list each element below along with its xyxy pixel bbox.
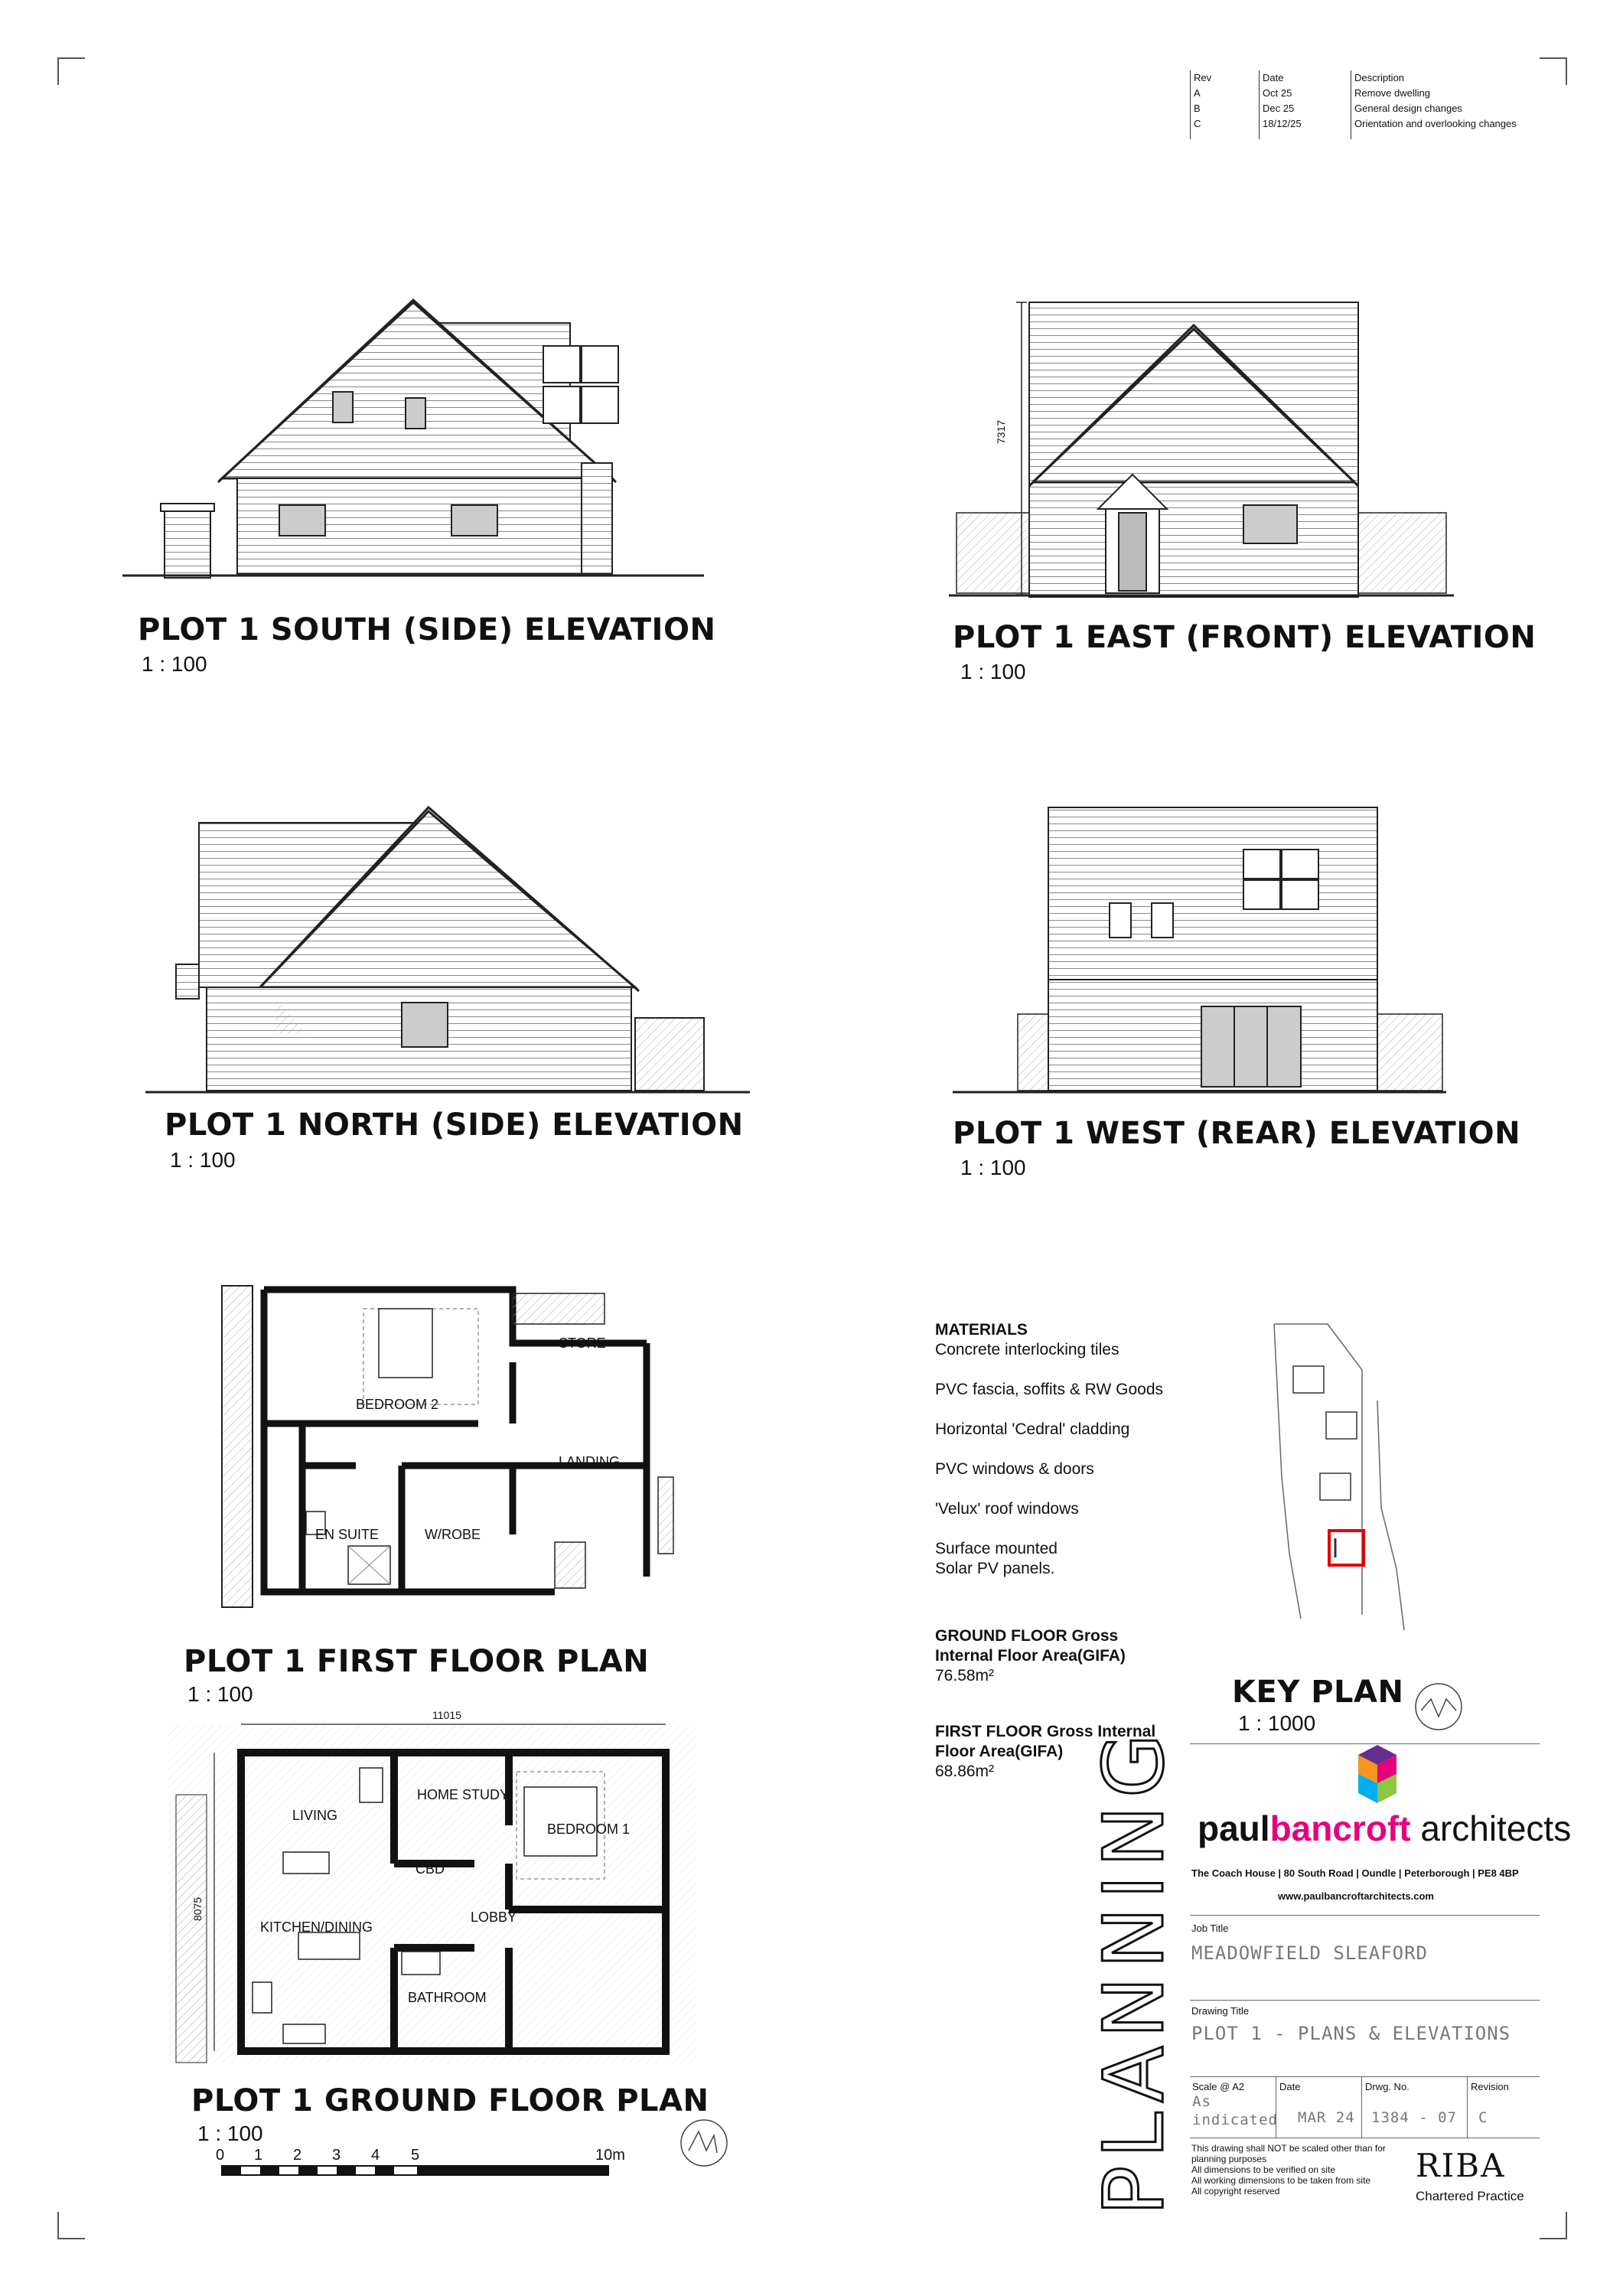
ground-width-dimension: 11015 [432,1709,461,1721]
rev-cell: C [1194,118,1201,129]
east-height-dimension: 7317 [995,419,1007,444]
date-cell: 18/12/25 [1263,118,1302,129]
first-floor-plan-title: PLOT 1 FIRST FLOOR PLAN [184,1644,650,1679]
key-plan-north-arrow-icon [1412,1680,1465,1733]
planning-stamp: PLANNING [1087,1726,1182,2216]
room-label-store: STORE [559,1336,606,1351]
ground-floor-area [935,1626,1165,1686]
firm-address: The Coach House | 80 South Road | Oundle | Peterborough | PE8 4BP [1191,1867,1519,1879]
firm-name [1198,1808,1571,1849]
north-arrow-icon [677,2116,731,2170]
date-column [1259,70,1347,139]
material-item: Surface mounted Solar PV panels. [935,1540,1058,1577]
room-label-landing: LANDING [559,1454,621,1469]
description-column [1351,70,1553,139]
rev-column [1190,70,1255,139]
date-header: Date [1263,72,1284,83]
first-floor-plan-drawing [218,1282,685,1619]
west-elevation-drawing [953,804,1446,1098]
north-elevation-drawing [145,804,758,1098]
material-item: 'Velux' roof windows [935,1500,1079,1518]
key-plan-scale: 1 : 1000 [1238,1711,1316,1735]
drawing-number-cell [1361,2076,1468,2138]
first-area-value: 68.86m² [935,1763,995,1780]
note: This drawing shall NOT be scaled other than for planning purposes [1191,2143,1386,2164]
east-elevation-scale: 1 : 100 [960,660,1026,683]
room-label-living: LIVING [292,1808,338,1823]
material-item: Horizontal 'Cedral' cladding [935,1420,1130,1438]
scale-label: 4 [371,2147,380,2164]
description-header: Description [1354,72,1405,83]
scale-cell-value: As indicated [1192,2093,1278,2128]
room-label-en-suite: EN SUITE [315,1527,380,1542]
description-cell: Orientation and overlooking changes [1354,118,1517,129]
firm-name-part: architects [1410,1808,1572,1848]
first-area-label: FIRST FLOOR Gross Internal Floor Area(GIFA) [935,1723,1156,1760]
east-elevation-drawing [949,295,1454,601]
drawing-notes [1191,2143,1398,2197]
scale-cell-label: Scale @ A2 [1192,2081,1245,2092]
material-item: PVC windows & doors [935,1460,1094,1478]
firm-name-part: bancroft [1269,1808,1411,1848]
firm-logo-icon [1335,1751,1419,1812]
key-plan-title: KEY PLAN [1232,1675,1404,1710]
ground-area-label: GROUND FLOOR Gross Internal Floor Area(GIFA) [935,1627,1126,1665]
room-label-wrobe: W/ROBE [425,1527,481,1542]
title-block-rule [1190,1915,1540,1916]
room-label-bedroom-2: BEDROOM 2 [356,1397,439,1412]
revision-cell [1467,2076,1540,2138]
job-title: MEADOWFIELD SLEAFORD [1191,1942,1428,1964]
room-label-lobby: LOBBY [471,1910,517,1925]
south-elevation-title: PLOT 1 SOUTH (SIDE) ELEVATION [138,612,716,647]
note: All dimensions to be verified on site [1191,2164,1336,2175]
ground-floor-plan-drawing [168,1718,704,2078]
materials-heading: MATERIALS [935,1321,1028,1339]
date-cell [1276,2076,1362,2138]
ground-depth-dimension: 8075 [191,1896,204,1921]
rev-cell: A [1194,87,1201,99]
note: All working dimensions to be taken from site [1191,2175,1371,2186]
drawing-title: PLOT 1 - PLANS & ELEVATIONS [1191,2023,1511,2044]
note: All copyright reserved [1191,2186,1280,2197]
scale-label: 0 [216,2147,225,2164]
date-cell-label: Date [1279,2081,1301,2092]
job-title-label: Job Title [1191,1923,1229,1934]
west-elevation-title: PLOT 1 WEST (REAR) ELEVATION [953,1116,1521,1151]
revision-value: C [1478,2109,1488,2126]
scale-label: 3 [332,2147,341,2164]
drawing-number-label: Drwg. No. [1365,2081,1410,2092]
riba-logo: RIBA [1416,2147,1506,2184]
north-elevation-scale: 1 : 100 [170,1148,236,1172]
ground-floor-plan-scale: 1 : 100 [197,2122,263,2145]
drawing-title-label: Drawing Title [1191,2005,1250,2017]
materials-block [935,1320,1195,1579]
riba-subtitle: Chartered Practice [1416,2189,1524,2203]
date-cell-value: MAR 24 [1298,2109,1355,2126]
material-item: PVC fascia, soffits & RW Goods [935,1381,1163,1398]
scale-bar [222,2166,612,2177]
room-label-kitchen-dining: KITCHEN/DINING [260,1919,373,1935]
date-cell: Dec 25 [1263,103,1295,114]
east-elevation-title: PLOT 1 EAST (FRONT) ELEVATION [953,620,1537,655]
firm-name-part: paul [1198,1808,1270,1848]
key-plan-drawing [1243,1309,1442,1630]
firm-website: www.paulbancroftarchitects.com [1278,1890,1434,1902]
room-label-home-study: HOME STUDY [417,1787,510,1802]
drawing-number-value: 1384 - 07 [1371,2109,1457,2126]
description-cell: General design changes [1354,103,1462,114]
material-item: Concrete interlocking tiles [935,1341,1119,1358]
crop-mark-bottom-left [57,2212,85,2239]
scale-label: 1 [254,2147,263,2164]
title-block-info-row [1190,2076,1540,2138]
room-label-bathroom: BATHROOM [408,1990,487,2005]
south-elevation-scale: 1 : 100 [142,652,207,676]
scale-label: 2 [293,2147,302,2164]
date-cell: Oct 25 [1263,87,1292,99]
south-elevation-drawing [122,291,704,582]
scale-label: 10m [595,2147,625,2164]
north-elevation-title: PLOT 1 NORTH (SIDE) ELEVATION [165,1107,744,1143]
ground-area-value: 76.58m² [935,1667,995,1684]
room-label-bedroom-1: BEDROOM 1 [547,1821,631,1837]
revision-label: Revision [1471,2081,1509,2092]
scale-label: 5 [411,2147,420,2164]
west-elevation-scale: 1 : 100 [960,1156,1026,1179]
description-cell: Remove dwelling [1354,87,1430,99]
crop-mark-top-left [57,57,85,85]
revision-table [1190,70,1550,143]
first-floor-plan-scale: 1 : 100 [187,1682,253,1706]
ground-floor-plan-title: PLOT 1 GROUND FLOOR PLAN [191,2083,709,2118]
scale-cell [1190,2076,1276,2138]
room-label-cbd: CBD [416,1861,445,1877]
rev-header: Rev [1194,72,1212,83]
title-block-rule [1190,2000,1540,2001]
title-block-top-rule [1190,1743,1540,1744]
crop-mark-bottom-right [1540,2212,1567,2239]
rev-cell: B [1194,103,1201,114]
